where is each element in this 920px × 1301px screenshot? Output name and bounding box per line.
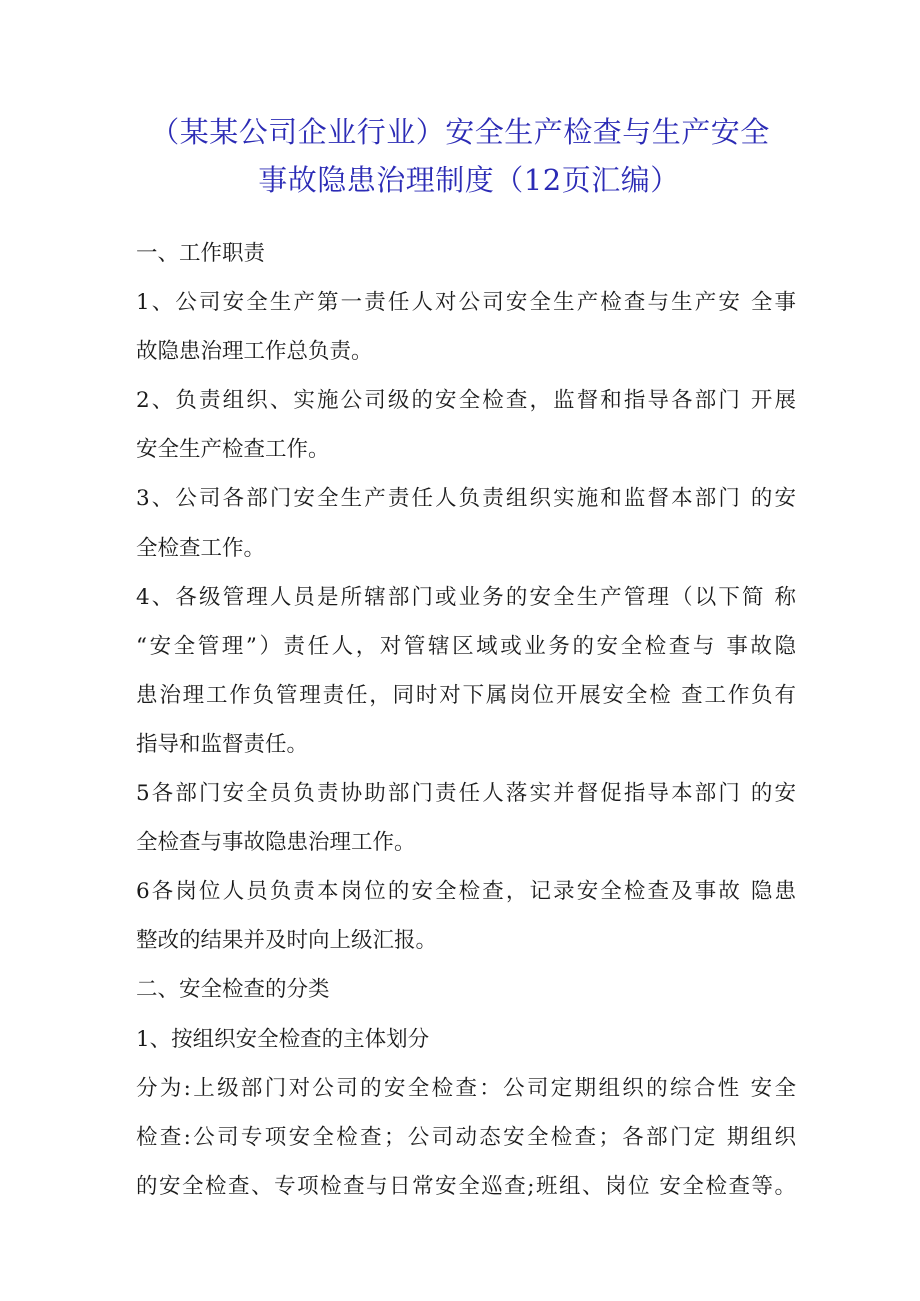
paragraph-line: 检查:公司专项安全检查；公司动态安全检查；各部门定 期组织 [136, 1124, 796, 1150]
section-heading: 一、工作职责 [136, 241, 266, 266]
subsection-heading: 1、按组织安全检查的主体划分 [136, 1026, 430, 1052]
paragraph-line: 全检查工作。 [136, 535, 266, 561]
paragraph-line: 的安全检查、专项检查与日常安全巡查;班组、岗位 安全检查等。 [136, 1173, 796, 1199]
document-title-line-1: （某某公司企业行业）安全生产检查与生产安全 [150, 115, 770, 149]
paragraph-line: 4、各级管理人员是所辖部门或业务的安全生产管理（以下简 称 [136, 584, 796, 610]
paragraph-line: 5各部门安全员负责协助部门责任人落实并督促指导本部门 的安 [136, 781, 796, 807]
paragraph-line: 故隐患治理工作总负责。 [136, 339, 373, 365]
paragraph-line: 2、负责组织、实施公司级的安全检查，监督和指导各部门 开展 [136, 388, 796, 414]
paragraph-line: 6各岗位人员负责本岗位的安全检查，记录安全检查及事故 隐患 [136, 879, 796, 905]
paragraph-line: 1、公司安全生产第一责任人对公司安全生产检查与生产安 全事 [136, 290, 796, 316]
section-heading: 二、安全检查的分类 [136, 977, 330, 1003]
paragraph-line: 全检查与事故隐患治理工作。 [136, 830, 416, 856]
paragraph-line: 安全生产检查工作。 [136, 437, 330, 463]
document-body [136, 229, 796, 1211]
paragraph-line: “安全管理”）责任人，对管辖区域或业务的安全检查与 事故隐 [136, 633, 796, 659]
paragraph-line: 患治理工作负管理责任，同时对下属岗位开展安全检 查工作负有 [136, 682, 796, 708]
document-title-line-2: 事故隐患治理制度（12页汇编） [258, 163, 680, 197]
paragraph-line: 整改的结果并及时向上级汇报。 [136, 928, 438, 954]
paragraph-line: 3、公司各部门安全生产责任人负责组织实施和监督本部门 的安 [136, 486, 796, 512]
paragraph-line: 分为:上级部门对公司的安全检查：公司定期组织的综合性 安全 [136, 1075, 796, 1101]
paragraph-line: 指导和监督责任。 [136, 731, 309, 757]
